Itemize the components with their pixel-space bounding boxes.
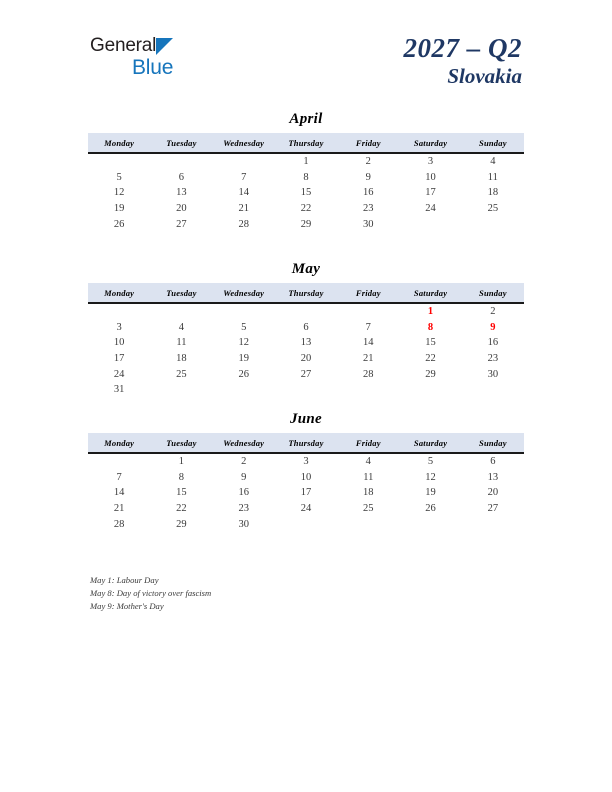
calendar-day-june-5[interactable]: 5 (427, 456, 434, 468)
calendar-day-april-28[interactable]: 28 (238, 218, 249, 230)
calendar-week-row (88, 382, 524, 398)
weekday-header-tuesday: Tuesday (150, 283, 212, 303)
calendar-day-may-10[interactable]: 10 (113, 337, 125, 349)
calendar-cell-empty (150, 382, 212, 398)
calendar-day-may-16[interactable]: 16 (487, 337, 499, 349)
calendar-day-april-6[interactable]: 6 (178, 171, 185, 183)
month-title-april: April (289, 111, 323, 127)
calendar-day-april-15[interactable]: 15 (300, 187, 312, 199)
weekday-header-friday: Friday (337, 283, 399, 303)
calendar-day-may-12[interactable]: 12 (238, 337, 249, 349)
weekday-header-saturday: Saturday (399, 283, 461, 303)
calendar-cell-empty (88, 303, 150, 320)
calendar-day-april-20[interactable]: 20 (176, 203, 187, 215)
calendar-table-may (88, 283, 524, 398)
calendar-day-holiday-may-1[interactable]: 1 (427, 306, 434, 318)
month-title-may: May (291, 261, 321, 277)
calendar-day-april-11[interactable]: 11 (487, 171, 498, 183)
calendar-day-april-25[interactable]: 25 (487, 203, 499, 215)
calendar-cell-empty (150, 303, 212, 320)
calendar-day-june-8[interactable]: 8 (178, 471, 185, 483)
calendar-day-june-24[interactable]: 24 (300, 503, 312, 515)
calendar-day-april-30[interactable]: 30 (363, 218, 374, 230)
calendar-day-april-23[interactable]: 23 (363, 203, 374, 215)
holiday-notes (90, 574, 211, 614)
weekday-header-wednesday: Wednesday (213, 133, 275, 153)
weekday-header-friday: Friday (337, 433, 399, 453)
calendar-day-april-18[interactable]: 18 (487, 187, 499, 199)
calendar-day-may-30[interactable]: 30 (487, 368, 499, 380)
calendar-week-row (88, 170, 524, 186)
calendar-week-row (88, 303, 524, 320)
calendar-day-june-20[interactable]: 20 (487, 487, 499, 499)
calendar-day-june-26[interactable]: 26 (425, 503, 436, 515)
calendar-day-may-2[interactable]: 2 (490, 306, 496, 318)
title-year-quarter: 2027 – Q2 (403, 33, 522, 63)
calendar-day-may-22[interactable]: 22 (425, 353, 436, 365)
calendar-day-june-27[interactable]: 27 (487, 503, 499, 515)
calendar-week-row (88, 470, 524, 486)
calendar-day-april-22[interactable]: 22 (300, 203, 312, 215)
calendar-day-june-12[interactable]: 12 (425, 471, 436, 483)
calendar-day-april-27[interactable]: 27 (176, 218, 187, 230)
month-block-may (88, 262, 524, 398)
calendar-day-may-19[interactable]: 19 (238, 353, 249, 365)
calendar-day-may-28[interactable]: 28 (363, 368, 374, 380)
calendar-day-may-6[interactable]: 6 (303, 321, 309, 333)
calendar-day-may-29[interactable]: 29 (425, 368, 436, 380)
weekday-header-tuesday: Tuesday (150, 433, 212, 453)
calendar-cell-empty (213, 382, 275, 398)
calendar-day-april-5[interactable]: 5 (116, 171, 122, 183)
month-block-april (88, 112, 524, 232)
calendar-day-may-18[interactable]: 18 (176, 353, 187, 365)
calendar-day-june-2[interactable]: 2 (241, 456, 247, 468)
calendar-day-may-4[interactable]: 4 (178, 321, 185, 333)
calendar-day-april-4[interactable]: 4 (490, 156, 496, 168)
calendar-week-row (88, 501, 524, 517)
calendar-day-may-7[interactable]: 7 (365, 321, 371, 333)
calendar-cell-empty (399, 382, 461, 398)
calendar-cell-empty (337, 516, 399, 532)
calendar-day-april-19[interactable]: 19 (113, 203, 125, 215)
weekday-header-tuesday: Tuesday (150, 133, 212, 153)
calendar-cell-empty (275, 303, 337, 320)
calendar-day-may-17[interactable]: 17 (113, 353, 125, 365)
calendar-day-june-17[interactable]: 17 (300, 487, 312, 499)
logo-text-blue: Blue (132, 56, 174, 79)
logo-text-general-row (90, 36, 173, 56)
calendar-day-april-7[interactable]: 7 (241, 171, 247, 183)
calendar-day-june-18[interactable]: 18 (363, 487, 374, 499)
calendar-cell-empty (275, 382, 337, 398)
calendar-day-june-30[interactable]: 30 (238, 518, 249, 530)
calendar-day-may-26[interactable]: 26 (238, 368, 249, 380)
calendar-day-june-15[interactable]: 15 (176, 487, 187, 499)
calendar-week-row (88, 516, 524, 532)
calendar-day-may-15[interactable]: 15 (425, 337, 436, 349)
calendar-day-june-1[interactable]: 1 (178, 456, 185, 468)
calendar-cell-empty (399, 516, 461, 532)
calendar-day-may-13[interactable]: 13 (300, 337, 312, 349)
logo-text-general: General (90, 35, 157, 56)
calendar-week-row (88, 201, 524, 217)
calendar-week-row (88, 453, 524, 470)
calendar-day-may-11[interactable]: 11 (176, 337, 187, 349)
calendar-cell-empty (213, 153, 275, 170)
calendar-cell-empty (399, 216, 461, 232)
calendar-day-april-13[interactable]: 13 (176, 187, 187, 199)
calendar-day-may-14[interactable]: 14 (363, 337, 374, 349)
title-country: Slovakia (447, 64, 522, 89)
calendar-week-row (88, 335, 524, 351)
calendar-week-row (88, 153, 524, 170)
calendar-day-april-29[interactable]: 29 (300, 218, 312, 230)
calendar-week-row (88, 351, 524, 367)
calendar-cell-empty (275, 516, 337, 532)
weekday-header-saturday: Saturday (399, 433, 461, 453)
weekday-header-row (88, 133, 524, 153)
weekday-header-wednesday: Wednesday (213, 283, 275, 303)
calendar-day-april-14[interactable]: 14 (238, 187, 249, 199)
calendar-cell-empty (337, 303, 399, 320)
calendar-day-may-31[interactable]: 31 (113, 384, 125, 396)
weekday-header-sunday: Sunday (462, 283, 524, 303)
calendar-day-may-3[interactable]: 3 (116, 321, 122, 333)
holiday-note-2: May 9: Mother's Day (90, 601, 164, 612)
weekday-header-row (88, 283, 524, 303)
calendar-day-april-3[interactable]: 3 (427, 156, 434, 168)
calendar-day-april-2[interactable]: 2 (365, 156, 371, 168)
holiday-note-1: May 8: Day of victory over fascism (90, 588, 212, 599)
calendar-day-june-19[interactable]: 19 (425, 487, 436, 499)
weekday-header-saturday: Saturday (399, 133, 461, 153)
calendar-day-may-25[interactable]: 25 (176, 368, 187, 380)
calendar-day-holiday-may-8[interactable]: 8 (427, 321, 434, 333)
calendar-day-june-25[interactable]: 25 (363, 503, 374, 515)
calendar-cell-empty (337, 382, 399, 398)
calendar-cell-empty (462, 516, 524, 532)
general-blue-logo (90, 36, 173, 78)
calendar-day-april-17[interactable]: 17 (425, 187, 436, 199)
weekday-header-row (88, 433, 524, 453)
calendar-day-june-11[interactable]: 11 (363, 471, 374, 483)
calendar-cell-empty (88, 153, 150, 170)
weekday-header-sunday: Sunday (462, 433, 524, 453)
calendar-day-may-23[interactable]: 23 (487, 353, 499, 365)
weekday-header-friday: Friday (337, 133, 399, 153)
weekday-header-wednesday: Wednesday (213, 433, 275, 453)
triangle-icon (156, 38, 173, 55)
page-title (404, 34, 523, 87)
weekday-header-monday: Monday (88, 433, 150, 453)
calendar-day-june-21[interactable]: 21 (113, 503, 125, 515)
calendar-day-april-24[interactable]: 24 (425, 203, 436, 215)
weekday-header-monday: Monday (88, 283, 150, 303)
calendar-day-june-4[interactable]: 4 (365, 456, 371, 468)
calendar-day-april-1[interactable]: 1 (303, 156, 309, 168)
calendar-day-june-9[interactable]: 9 (241, 471, 247, 483)
calendar-day-april-21[interactable]: 21 (238, 203, 249, 215)
calendar-day-may-27[interactable]: 27 (300, 368, 312, 380)
calendar-day-holiday-may-9[interactable]: 9 (490, 321, 496, 333)
weekday-header-sunday: Sunday (462, 133, 524, 153)
weekday-header-thursday: Thursday (275, 283, 337, 303)
weekday-header-thursday: Thursday (275, 133, 337, 153)
calendar-day-april-9[interactable]: 9 (365, 171, 371, 183)
calendar-day-may-5[interactable]: 5 (241, 321, 247, 333)
month-title-june: June (289, 411, 323, 427)
weekday-header-thursday: Thursday (275, 433, 337, 453)
calendar-cell-empty (150, 153, 212, 170)
page-header (0, 0, 612, 105)
calendar-table-april (88, 133, 524, 232)
calendar-week-row (88, 485, 524, 501)
calendar-day-april-26[interactable]: 26 (113, 218, 125, 230)
calendar-day-june-7[interactable]: 7 (116, 471, 122, 483)
calendar-day-june-10[interactable]: 10 (300, 471, 312, 483)
weekday-header-monday: Monday (88, 133, 150, 153)
calendar-week-row (88, 216, 524, 232)
calendar-day-may-24[interactable]: 24 (113, 368, 125, 380)
calendar-day-may-20[interactable]: 20 (300, 353, 312, 365)
calendar-day-april-12[interactable]: 12 (113, 187, 125, 199)
calendar-week-row (88, 185, 524, 201)
calendar-day-may-21[interactable]: 21 (363, 353, 374, 365)
calendar-cell-empty (88, 453, 150, 470)
calendar-day-june-28[interactable]: 28 (113, 518, 125, 530)
calendar-cell-empty (462, 382, 524, 398)
calendar-week-row (88, 366, 524, 382)
calendar-cell-empty (213, 303, 275, 320)
calendar-week-row (88, 320, 524, 336)
month-block-june (88, 412, 524, 532)
calendar-day-june-3[interactable]: 3 (303, 456, 309, 468)
calendar-day-june-14[interactable]: 14 (113, 487, 125, 499)
calendar-day-june-22[interactable]: 22 (176, 503, 187, 515)
calendar-day-april-16[interactable]: 16 (363, 187, 374, 199)
calendar-table-june (88, 433, 524, 532)
holiday-note-0: May 1: Labour Day (90, 575, 159, 585)
calendar-day-june-16[interactable]: 16 (238, 487, 249, 499)
calendar-day-april-10[interactable]: 10 (425, 171, 436, 183)
calendar-day-april-8[interactable]: 8 (303, 171, 309, 183)
calendar-day-june-23[interactable]: 23 (238, 503, 249, 515)
calendar-day-june-29[interactable]: 29 (176, 518, 187, 530)
calendar-cell-empty (462, 216, 524, 232)
calendar-day-june-13[interactable]: 13 (487, 471, 499, 483)
calendar-day-june-6[interactable]: 6 (490, 456, 496, 468)
